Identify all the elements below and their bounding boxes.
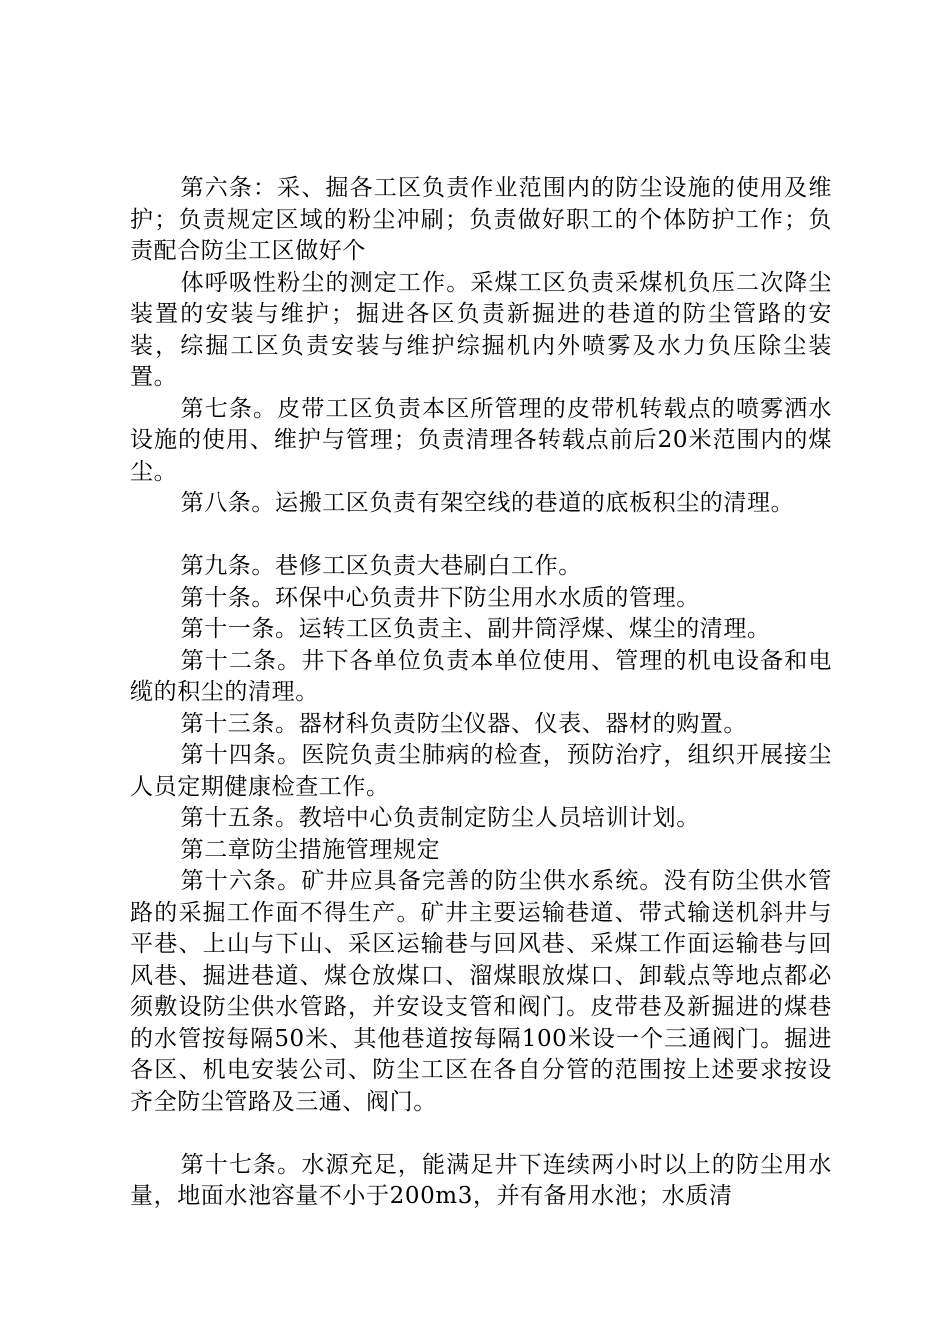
paragraph-article-16: 第十六条。矿井应具备完善的防尘供水系统。没有防尘供水管路的采掘工作面不得生产。矿井主要运输巷道、带式输送机斜井与平巷、上山与下山、采区运输巷与回风巷、采煤工作面运输巷与回风巷、掘进巷道、煤仓放煤口、溜煤眼放煤口、卸载点等地点都必须敷设防尘供水管路，并安设支管和阀门。皮带巷及新掘进的煤巷的水管按每隔50米、其他巷道按每隔100米设一个三通阀门。掘进各区、机电安装公司、防尘工区在各自分管的范围按上述要求按设齐全防尘管路及三通、阀门。: [130, 868, 832, 1115]
paragraph-article-6: 第六条：采、掘各工区负责作业范围内的防尘设施的使用及维护；负责规定区域的粉尘冲刷；负责做好职工的个体防护工作；负责配合防尘工区做好个: [130, 175, 832, 264]
paragraph-article-9: 第九条。巷修工区负责大巷刷白工作。: [180, 553, 582, 579]
paragraph-article-17: 第十七条。水源充足，能满足井下连续两小时以上的防尘用水量，地面水池容量不小于200m3，并有备用水池；水质清: [130, 1151, 832, 1209]
document-body: [130, 173, 832, 1213]
paragraph-article-7: 第七条。皮带工区负责本区所管理的皮带机转载点的喷雾洒水设施的使用、维护与管理；负责清理各转载点前后20米范围内的煤尘。: [130, 395, 832, 485]
paragraph-article-14: 第十四条。医院负责尘肺病的检查，预防治疗，组织开展接尘人员定期健康检查工作。: [130, 742, 832, 800]
paragraph-article-15: 第十五条。教培中心负责制定防尘人员培训计划。: [180, 805, 700, 831]
paragraph-article-12: 第十二条。井下各单位负责本单位使用、管理的机电设备和电缆的积尘的清理。: [130, 647, 832, 705]
paragraph-article-8: 第八条。运搬工区负责有架空线的巷道的底板积尘的清理。: [180, 490, 795, 516]
paragraph-article-11: 第十一条。运转工区负责主、副井筒浮煤、煤尘的清理。: [180, 616, 771, 642]
paragraph-article-10: 第十条。环保中心负责井下防尘用水水质的管理。: [180, 584, 700, 611]
chapter-heading: 第二章防尘措施管理规定: [180, 836, 441, 863]
paragraph-article-6-continued: 体呼吸性粉尘的测定工作。采煤工区负责采煤机负压二次降尘装置的安装与维护；掘进各区负责新掘进的巷道的防尘管路的安装，综掘工区负责安装与维护综掘机内外喷雾及水力负压除尘装置。: [130, 269, 832, 390]
paragraph-article-13: 第十三条。器材科负责防尘仪器、仪表、器材的购置。: [180, 710, 747, 737]
